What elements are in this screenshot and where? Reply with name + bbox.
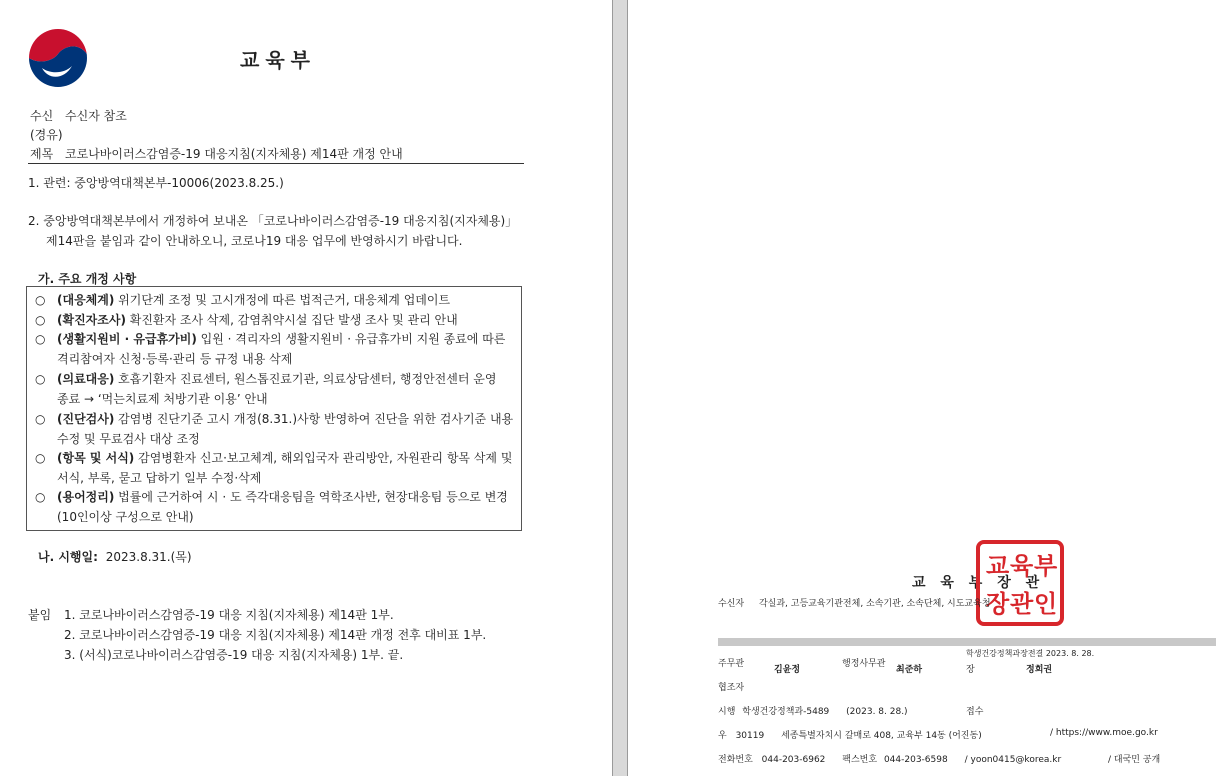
recipient-label: 수신 — [30, 109, 54, 123]
bullet-icon: ○ — [35, 332, 46, 346]
enforce-line — [718, 704, 908, 717]
gutter-edge-right — [627, 0, 628, 776]
revision-text: 입원 · 격리자의 생활지원비 · 유급휴가비 지원 종료에 따른 격리참여자 신청·등록·관리 등 규정 내용 삭제 — [57, 332, 506, 366]
enforce-label: 시행 — [718, 707, 736, 717]
paragraph-2-line-1: 2. 중앙방역대책본부에서 개정하여 보내온 「코로나바이러스감염증-19 대응지침(지자체용)」 — [28, 214, 518, 228]
bullet-icon: ○ — [35, 293, 46, 307]
postal-label: 우 — [718, 731, 727, 741]
revision-text: 확진환자 조사 삭제, 감염취약시설 집단 발생 조사 및 관리 안내 — [125, 313, 458, 327]
revision-text: 위기단계 조정 및 고시개정에 따른 법적근거, 대응체계 업데이트 — [114, 293, 451, 307]
handler-name: 김윤정 — [774, 665, 801, 675]
head-name: 정희권 — [1026, 665, 1053, 675]
document-page-left — [0, 0, 612, 776]
revisions-box — [26, 286, 522, 531]
bullet-icon: ○ — [35, 313, 46, 327]
bullet-icon: ○ — [35, 412, 46, 426]
ministry-title: 교육부 — [240, 48, 316, 72]
website-link[interactable]: / https://www.moe.go.kr — [1050, 728, 1158, 738]
recipient-line — [30, 107, 127, 124]
subject-value: 코로나바이러스감염증-19 대응지침(지자체용) 제14판 개정 안내 — [65, 147, 403, 161]
revision-keyword: (대응체계) — [57, 293, 115, 307]
disclosure-status: / 대국민 공개 — [1108, 755, 1161, 765]
recipients-line — [718, 596, 991, 609]
revision-keyword: (생활지원비 · 유급휴가비) — [57, 332, 197, 346]
admin-name: 최준하 — [896, 665, 923, 675]
head-title: 학생건강정책과장 — [966, 649, 1028, 658]
admin-label: 행정사무관 — [842, 659, 886, 669]
handler-label: 주무관 — [718, 659, 745, 669]
revision-keyword: (용어정리) — [57, 490, 115, 504]
recipients-label: 수신자 — [718, 599, 745, 609]
revision-text: 호흡기환자 진료센터, 원스톱진료기관, 의료상담센터, 행정안전센터 운영 종료 → ‘먹는치료제 처방기관 이용’ 안내 — [57, 372, 497, 406]
official-seal-icon — [976, 533, 1064, 626]
government-emblem-icon — [28, 28, 88, 88]
cooperator-label: 협조자 — [718, 683, 745, 693]
postal-line — [718, 728, 982, 741]
contact-line — [718, 752, 1061, 765]
enforce-date: (2023. 8. 28.) — [846, 707, 908, 717]
revision-text: 감염병환자 신고·보고체계, 해외입국자 관리방안, 자원관리 항목 삭제 및 서식, 부록, 묻고 답하기 일부 수정·삭제 — [57, 451, 513, 485]
approval-line — [966, 648, 1094, 659]
phone-label: 전화번호 — [718, 755, 753, 765]
enforce-value: 학생건강정책과-5489 — [742, 707, 830, 717]
seal-char: 관 — [1010, 590, 1034, 618]
approval-note: 전결 2023. 8. 28. — [1027, 649, 1095, 658]
paragraph-1: 1. 관련: 중앙방역대책본부-10006(2023.8.25.) — [28, 176, 284, 190]
seal-char: 인 — [1034, 590, 1058, 618]
bullet-icon: ○ — [35, 451, 46, 465]
phone-number: 044-203-6962 — [761, 755, 826, 765]
revision-keyword: (확진자조사) — [57, 313, 126, 327]
recipients-value: 각실과, 고등교육기관전체, 소속기관, 소속단체, 시도교육청 — [758, 599, 991, 609]
bullet-icon: ○ — [35, 372, 46, 386]
gutter-edge-left — [612, 0, 613, 776]
seal-text: 교육부장관인 — [976, 533, 1023, 542]
section-b-value: 2023.8.31.(목) — [105, 550, 192, 564]
attachments-label: 붙임 — [28, 608, 52, 622]
revision-keyword: (의료대응) — [57, 372, 115, 386]
bullet-icon: ○ — [35, 490, 46, 504]
paragraph-2-line-2: 제14판을 붙임과 같이 안내하오니, 코로나19 대응 업무에 반영하시기 바랍니다. — [46, 234, 463, 248]
receipt-label: 접수 — [966, 707, 984, 717]
attachment-item: 1. 코로나바이러스감염증-19 대응 지침(지자체용) 제14판 1부. — [64, 608, 394, 622]
revision-text: 감염병 진단기준 고시 개정(8.31.)사항 반영하여 진단을 위한 검사기준 내용 수정 및 무료검사 대상 조정 — [57, 412, 514, 446]
section-b — [38, 548, 192, 565]
revision-text: 법률에 근거하여 시 · 도 즉각대응팀을 역학조사반, 현장대응팀 등으로 변경(10인이상 구성으로 안내) — [57, 490, 508, 524]
page-gutter — [612, 0, 628, 776]
seal-char: 부 — [1034, 552, 1058, 580]
fax-label: 팩스번호 — [842, 755, 878, 765]
recipient-value: 수신자 참조 — [65, 109, 127, 123]
address: 세종특별자치시 갈매로 408, 교육부 14동 (어진동) — [781, 731, 982, 741]
revision-keyword: (진단검사) — [57, 412, 115, 426]
email-link[interactable]: / yoon0415@korea.kr — [964, 755, 1062, 765]
header-divider — [28, 163, 524, 164]
head-label: 장 — [966, 665, 975, 675]
footer-divider — [718, 638, 1216, 646]
postal-code: 30119 — [735, 731, 765, 741]
section-a-heading: 가. 주요 개정 사항 — [38, 272, 137, 286]
signature-title: 교 육 부 장 관 — [912, 575, 1045, 591]
subject-line — [30, 145, 403, 162]
seal-char: 육 — [1010, 552, 1034, 580]
via-line: (경유) — [30, 128, 63, 142]
subject-label: 제목 — [30, 147, 54, 161]
seal-char: 교 — [986, 552, 1010, 580]
fax-number: 044-203-6598 — [883, 755, 948, 765]
attachment-item: 2. 코로나바이러스감염증-19 대응 지침(지자체용) 제14판 개정 전후 대비표 1부. — [64, 628, 487, 642]
revision-keyword: (항목 및 서식) — [57, 451, 135, 465]
seal-char: 장 — [986, 590, 1010, 618]
section-b-label: 나. 시행일: — [38, 550, 98, 564]
attachment-item: 3. (서식)코로나바이러스감염증-19 대응 지침(지자체용) 1부. 끝. — [64, 648, 404, 662]
